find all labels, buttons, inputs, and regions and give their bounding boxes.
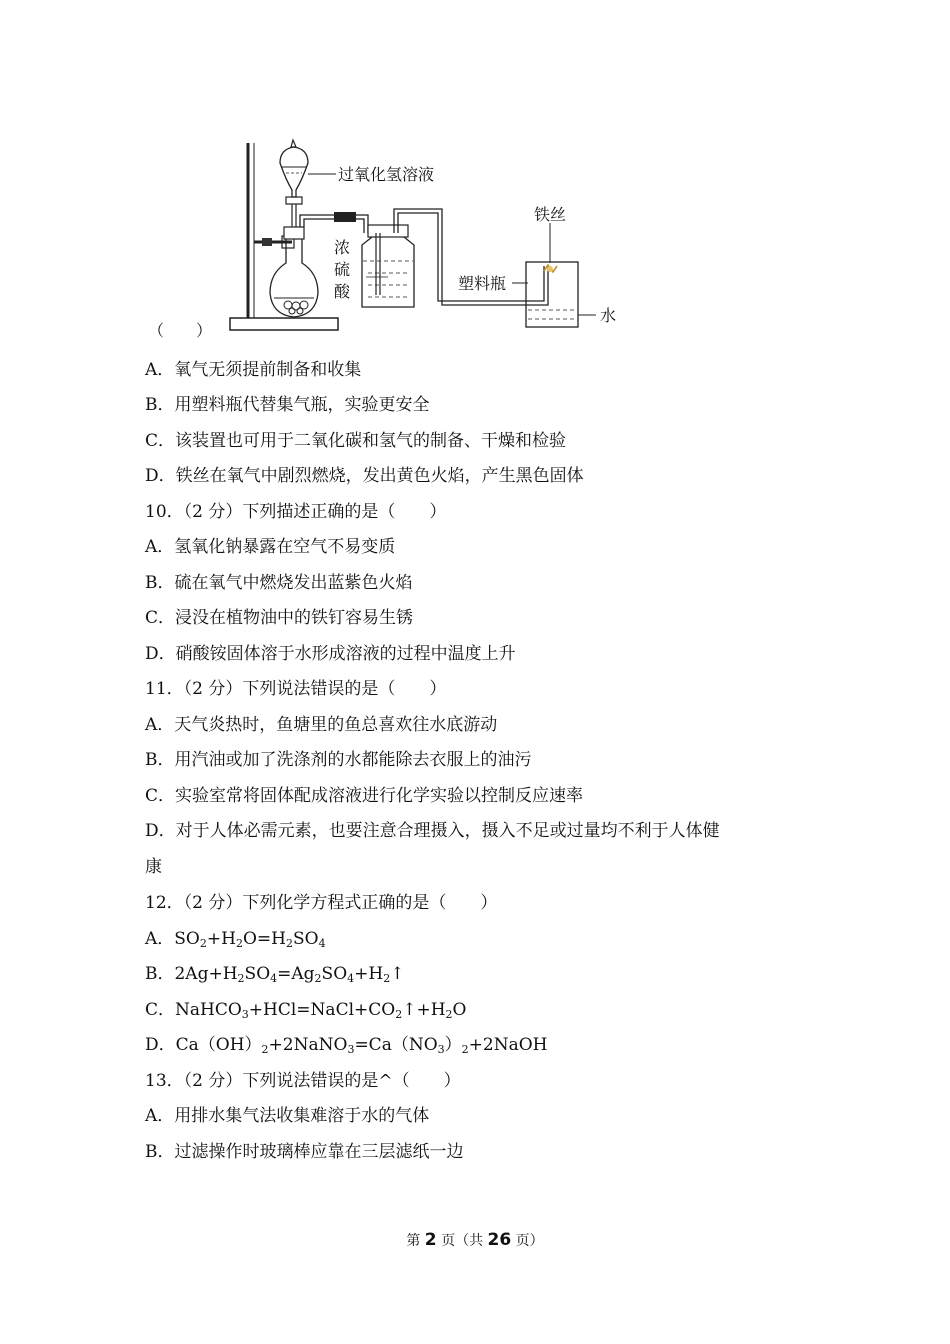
q12-stem: 12．（2 分）下列化学方程式正确的是（ ） xyxy=(145,893,498,913)
q9-option-c: C．该装置也可用于二氧化碳和氢气的制备、干燥和检验 xyxy=(145,431,567,451)
q9-answer-paren: （ ） xyxy=(148,321,213,340)
q10-stem: 10．（2 分）下列描述正确的是（ ） xyxy=(145,502,447,522)
separatory-funnel xyxy=(280,147,308,197)
q11-option-d-line2: 康 xyxy=(145,857,162,877)
q9-option-d: D．铁丝在氧气中剧烈燃烧，发出黄色火焰，产生黑色固体 xyxy=(145,466,584,486)
current-page-number: 2 xyxy=(424,1230,437,1250)
apparatus-diagram xyxy=(150,135,650,340)
q11-stem: 11．（2 分）下列说法错误的是（ ） xyxy=(145,679,447,699)
q10-option-d: D．硝酸铵固体溶于水形成溶液的过程中温度上升 xyxy=(145,644,516,664)
q13-option-b: B．过滤操作时玻璃棒应靠在三层滤纸一边 xyxy=(145,1142,464,1162)
q12-option-d: D．$Ca(OH)_2+2NaNO_3=Ca(NO_3)_2+2NaOH$ xyxy=(145,1035,548,1056)
q11-option-a: A．天气炎热时，鱼塘里的鱼总喜欢往水底游动 xyxy=(145,715,498,735)
q11-option-d-line1: D．对于人体必需元素，也要注意合理摄入，摄入不足或过量均不利于人体健 xyxy=(145,821,720,841)
stand-base xyxy=(230,318,338,330)
q10-option-c: C．浸没在植物油中的铁钉容易生锈 xyxy=(145,608,414,628)
q12-option-c: C．$NaHCO_3+HCl=NaCl+CO_2↑+H_2O$ xyxy=(145,1000,467,1021)
label-acid-2: 硫 xyxy=(334,260,351,279)
q13-stem: 13．（2 分）下列说法错误的是^（ ） xyxy=(145,1071,461,1091)
round-flask xyxy=(270,239,318,317)
wash-bottle xyxy=(362,237,414,307)
label-h2o2: 过氧化氢溶液 xyxy=(338,165,435,184)
rubber-connector xyxy=(334,212,356,222)
label-acid-1: 浓 xyxy=(334,238,351,257)
page-footer: 第 2 页（共 26 页） xyxy=(406,1230,544,1250)
q13-option-a: A．用排水集气法收集难溶于水的气体 xyxy=(145,1106,430,1126)
apparatus-svg xyxy=(150,135,650,340)
label-plastic: 塑料瓶 xyxy=(458,274,507,293)
label-acid-3: 酸 xyxy=(334,282,351,301)
label-iron: 铁丝 xyxy=(534,205,567,224)
q11-option-c: C．实验室常将固体配成溶液进行化学实验以控制反应速率 xyxy=(145,786,584,806)
q10-option-b: B．硫在氧气中燃烧发出蓝紫色火焰 xyxy=(145,573,413,593)
q11-option-b: B．用汽油或加了洗涤剂的水都能除去衣服上的油污 xyxy=(145,750,532,770)
q9-option-a: A．氧气无须提前制备和收集 xyxy=(145,360,362,380)
q10-option-a: A．氢氧化钠暴露在空气不易变质 xyxy=(145,537,396,557)
q12-option-b: B．$2Ag+H_2SO_4=Ag_2SO_4+H_2↑$ xyxy=(145,964,405,985)
q9-option-b: B．用塑料瓶代替集气瓶，实验更安全 xyxy=(145,395,430,415)
q12-option-a: A．$SO_2+H_2O=H_2SO_4$ xyxy=(145,929,326,950)
total-pages: 26 xyxy=(487,1230,512,1250)
label-water: 水 xyxy=(600,306,617,325)
